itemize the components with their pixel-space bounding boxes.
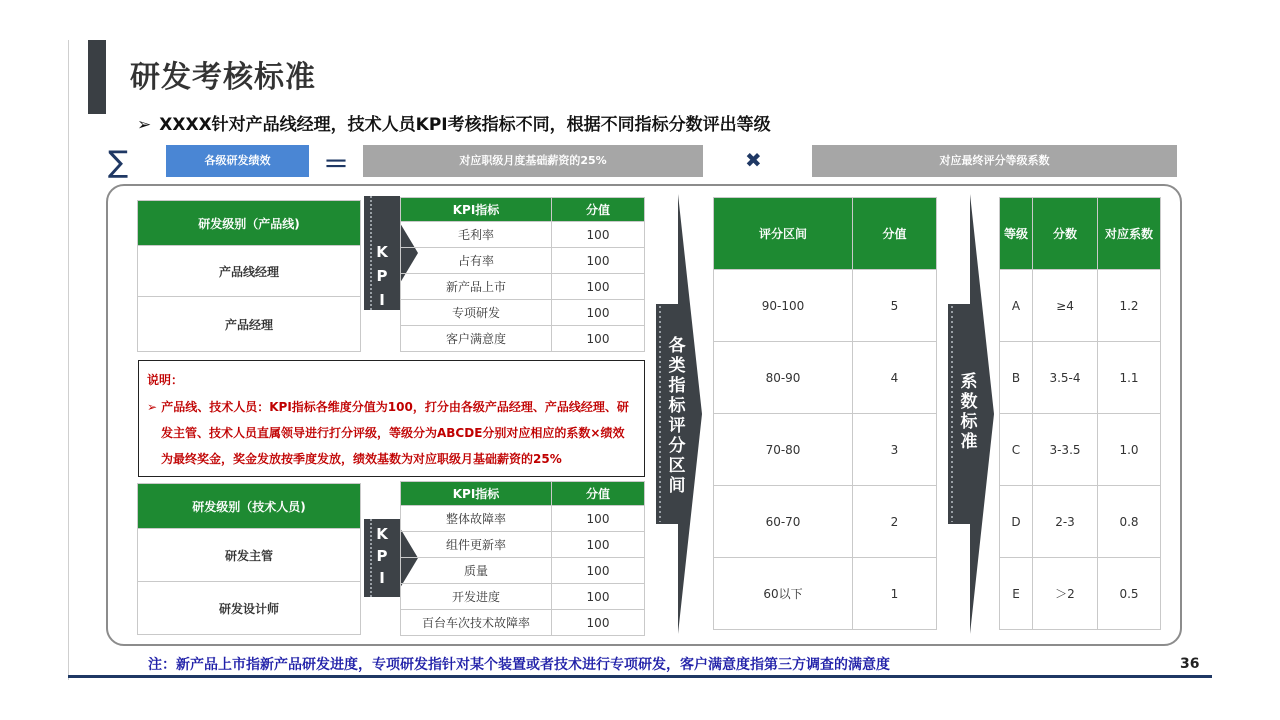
kpi-header: KPI指标 [401,198,552,222]
kpi-cell: 开发进度 [401,584,552,610]
arrow-char: 标 [960,412,978,432]
score-header: 分值 [552,198,645,222]
equals-icon: ＝ [323,150,350,180]
score-cell: 100 [552,532,645,558]
kpi-arrow-product-line [364,196,400,310]
score-cell: 100 [552,326,645,352]
formula-box-base-salary: 对应职级月度基础薪资的25% [363,145,703,177]
kpi-cell: 组件更新率 [401,532,552,558]
grade-score-cell: ≥4 [1033,270,1098,342]
kpi-letter: I [379,569,385,587]
grade-score-cell: 2-3 [1033,486,1098,558]
kpi-arrow-tech-staff [364,519,400,597]
grade-cell: C [1000,414,1033,486]
score-cell: 100 [552,558,645,584]
grade-score-cell: 3.5-4 [1033,342,1098,414]
footnote: 注：新产品上市指新产品研发进度，专项研发指针对某个装置或者技术进行专项研发，客户满意度指第三方调查的满意度 [148,657,890,673]
arrow-char: 准 [960,432,978,452]
tech-staff-level-row: 研发设计师 [138,582,361,635]
grade-score-header: 分数 [1033,198,1098,270]
arrow-char: 各 [668,336,686,356]
kpi-letter: K [376,243,388,261]
coefficient-arrow-text [958,372,980,452]
arrow-char: 评 [668,416,686,436]
grade-score-cell: ＞2 [1033,558,1098,630]
score-cell: 100 [552,506,645,532]
grade-header: 等级 [1000,198,1033,270]
score-value-cell: 1 [853,558,937,630]
grade-cell: E [1000,558,1033,630]
score-cell: 100 [552,584,645,610]
explanation-text: 产品线、技术人员：KPI指标各维度分值为100，打分由各级产品经理、产品线经理、研发主管、技术人员直属领导进行打分评级，等级分为ABCDE分别对应相应的系数×绩效为最终奖金，奖金发放按季度发放，绩效基数为对应职级月基础薪资的25% [161,400,629,466]
explanation-body [147,394,636,472]
arrow-char: 类 [668,356,686,376]
arrow-char: 分 [668,436,686,456]
title-accent-bar [88,40,106,114]
coefficient-cell: 1.1 [1098,342,1161,414]
explanation-bullet: ➢ [147,400,158,414]
tech-staff-level-row: 研发主管 [138,529,361,582]
kpi-letter: P [376,267,388,285]
kpi-cell: 整体故障率 [401,506,552,532]
score-value-cell: 3 [853,414,937,486]
score-value-header: 分值 [853,198,937,270]
kpi-cell: 百台车次技术故障率 [401,610,552,636]
coefficient-cell: 1.0 [1098,414,1161,486]
score-value-cell: 4 [853,342,937,414]
grade-score-cell: 3-3.5 [1033,414,1098,486]
page-title: 研发考核标准 [130,60,316,95]
score-range-cell: 60以下 [714,558,853,630]
score-range-table [713,197,937,630]
kpi-cell: 专项研发 [401,300,552,326]
grade-cell: A [1000,270,1033,342]
coefficient-cell: 0.8 [1098,486,1161,558]
sigma-icon: ∑ [108,145,129,180]
arrow-char: 标 [668,396,686,416]
kpi-letter: P [376,547,388,565]
tech-staff-kpi-table [400,481,645,636]
arrow-char: 间 [668,476,686,496]
score-range-cell: 60-70 [714,486,853,558]
product-line-level-header: 研发级别（产品线) [138,201,361,246]
kpi-cell: 占有率 [401,248,552,274]
page-number: 36 [1180,656,1200,672]
kpi-header: KPI指标 [401,482,552,506]
arrow-char: 系 [960,372,978,392]
product-line-level-row: 产品经理 [138,297,361,352]
score-value-cell: 2 [853,486,937,558]
multiply-icon: ✖ [745,148,762,172]
product-line-kpi-table [400,197,645,352]
kpi-cell: 质量 [401,558,552,584]
coefficient-header: 对应系数 [1098,198,1161,270]
coefficient-cell: 0.5 [1098,558,1161,630]
coefficient-cell: 1.2 [1098,270,1161,342]
formula-box-performance: 各级研发绩效 [166,145,309,177]
left-rule [68,40,69,680]
subtitle-text: XXXX针对产品线经理，技术人员KPI考核指标不同，根据不同指标分数评出等级 [159,115,771,135]
kpi-cell: 毛利率 [401,222,552,248]
kpi-cell: 新产品上市 [401,274,552,300]
grade-coefficient-table [999,197,1161,630]
score-range-header: 评分区间 [714,198,853,270]
score-header: 分值 [552,482,645,506]
bottom-rule [68,675,1212,678]
kpi-cell: 客户满意度 [401,326,552,352]
formula-box-coefficient: 对应最终评分等级系数 [812,145,1177,177]
score-range-cell: 70-80 [714,414,853,486]
arrow-char: 指 [668,376,686,396]
grade-cell: D [1000,486,1033,558]
kpi-letter: I [379,291,385,309]
score-range-cell: 80-90 [714,342,853,414]
explanation-box [138,360,645,477]
arrow-bullet-icon: ➢ [137,115,152,135]
score-value-cell: 5 [853,270,937,342]
explanation-heading: 说明： [147,373,184,387]
tech-staff-level-table [137,483,361,635]
kpi-letter: K [376,525,388,543]
score-range-cell: 90-100 [714,270,853,342]
arrow-char: 区 [668,456,686,476]
score-cell: 100 [552,248,645,274]
score-cell: 100 [552,300,645,326]
kpi-arrow-label [364,523,400,589]
tech-staff-level-header: 研发级别（技术人员) [138,484,361,529]
score-cell: 100 [552,610,645,636]
subtitle [137,110,771,135]
kpi-arrow-label [364,240,400,312]
score-cell: 100 [552,274,645,300]
product-line-level-table [137,200,361,352]
score-range-arrow-text [666,336,688,496]
score-cell: 100 [552,222,645,248]
grade-cell: B [1000,342,1033,414]
product-line-level-row: 产品线经理 [138,246,361,297]
arrow-char: 数 [960,392,978,412]
